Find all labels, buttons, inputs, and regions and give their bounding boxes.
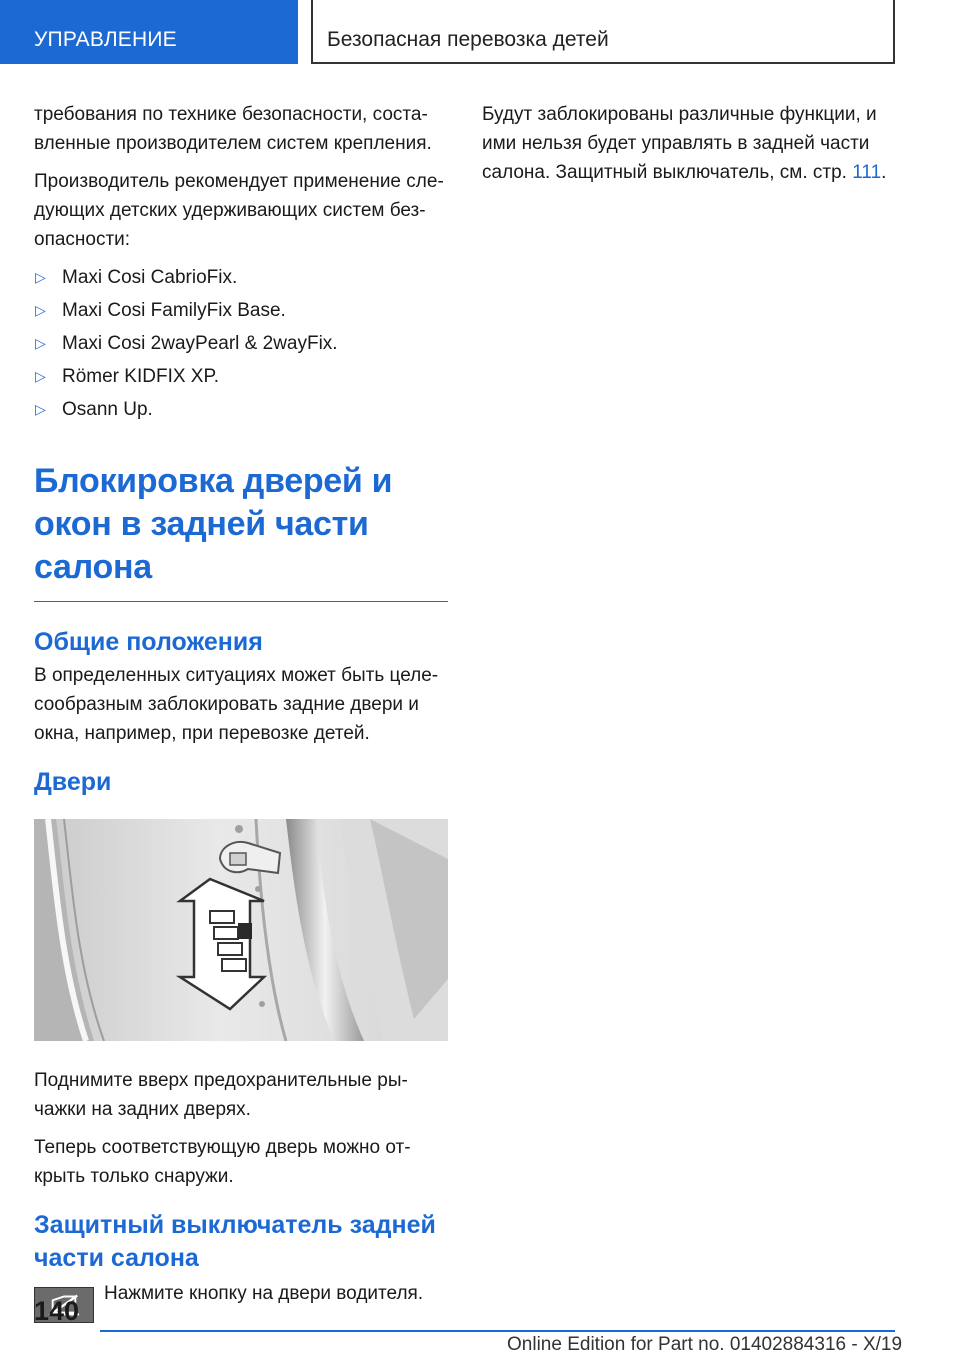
paragraph-safety-switch: Нажмите кнопку на двери водителя.: [104, 1283, 424, 1304]
paragraph-doors-step2: Теперь соответствующую дверь можно открыть только снаружи.: [34, 1137, 411, 1187]
door-lock-illustration: [34, 819, 448, 1041]
paragraph-doors-step1: Поднимите вверх предохранительные рычажки на задних дверях.: [34, 1070, 408, 1120]
paragraph-end: .: [881, 162, 887, 183]
page-number: 140: [34, 1296, 80, 1326]
list-item-text: Maxi Cosi CabrioFix.: [62, 267, 238, 288]
paragraph-requirements: требования по технике безопасности, составленные производителем систем крепления.: [34, 104, 432, 154]
list-item-text: Maxi Cosi 2wayPearl & 2wayFix.: [62, 333, 338, 354]
paragraph-recommendation: Производитель рекомендует применение следующих детских удерживающих систем безопасности:: [34, 171, 444, 250]
footer-divider: [100, 1330, 895, 1332]
list-item: [34, 263, 448, 296]
child-seat-list: [34, 263, 448, 428]
paragraph-functions-locked: [482, 100, 896, 187]
section-title: УПРАВЛЕНИЕ: [34, 28, 177, 51]
list-item-text: Römer KIDFIX XP.: [62, 366, 219, 387]
section-heading: Блокировка дверей и окон в задней части салона: [34, 460, 448, 602]
list-item: [34, 395, 448, 428]
paragraph-text: Будут заблокированы различные функции, и ими нельзя будет управлять в задней части салона. Защитный выключатель, см. стр.: [482, 104, 877, 183]
triangle-bullet-icon: ▷: [35, 302, 46, 318]
subheading-safety-switch: Защитный выключатель задней части салона: [34, 1211, 436, 1272]
footer-edition: Online Edition for Part no. 01402884316 - X/19: [507, 1334, 903, 1355]
page-reference-link[interactable]: 111: [852, 162, 882, 183]
list-item-text: Osann Up.: [62, 399, 153, 420]
section-tab: [0, 0, 298, 64]
right-column: [482, 100, 896, 196]
triangle-bullet-icon: ▷: [35, 269, 46, 285]
triangle-bullet-icon: ▷: [35, 335, 46, 351]
triangle-bullet-icon: ▷: [35, 401, 46, 417]
subheading-doors: Двери: [34, 768, 112, 796]
list-item: [34, 362, 448, 395]
safety-switch-instruction: [34, 1279, 448, 1351]
list-item-text: Maxi Cosi FamilyFix Base.: [62, 300, 286, 321]
chapter-title: Безопасная перевозка детей: [327, 28, 609, 51]
paragraph-general: В определенных ситуациях может быть целесообразным заблокировать задние двери и окна, например, при перевозке детей.: [34, 665, 439, 744]
subheading-general: Общие положения: [34, 628, 263, 656]
triangle-bullet-icon: ▷: [35, 368, 46, 384]
list-item: [34, 329, 448, 362]
list-item: [34, 296, 448, 329]
chapter-header: [311, 0, 895, 64]
left-column: [34, 100, 448, 1351]
